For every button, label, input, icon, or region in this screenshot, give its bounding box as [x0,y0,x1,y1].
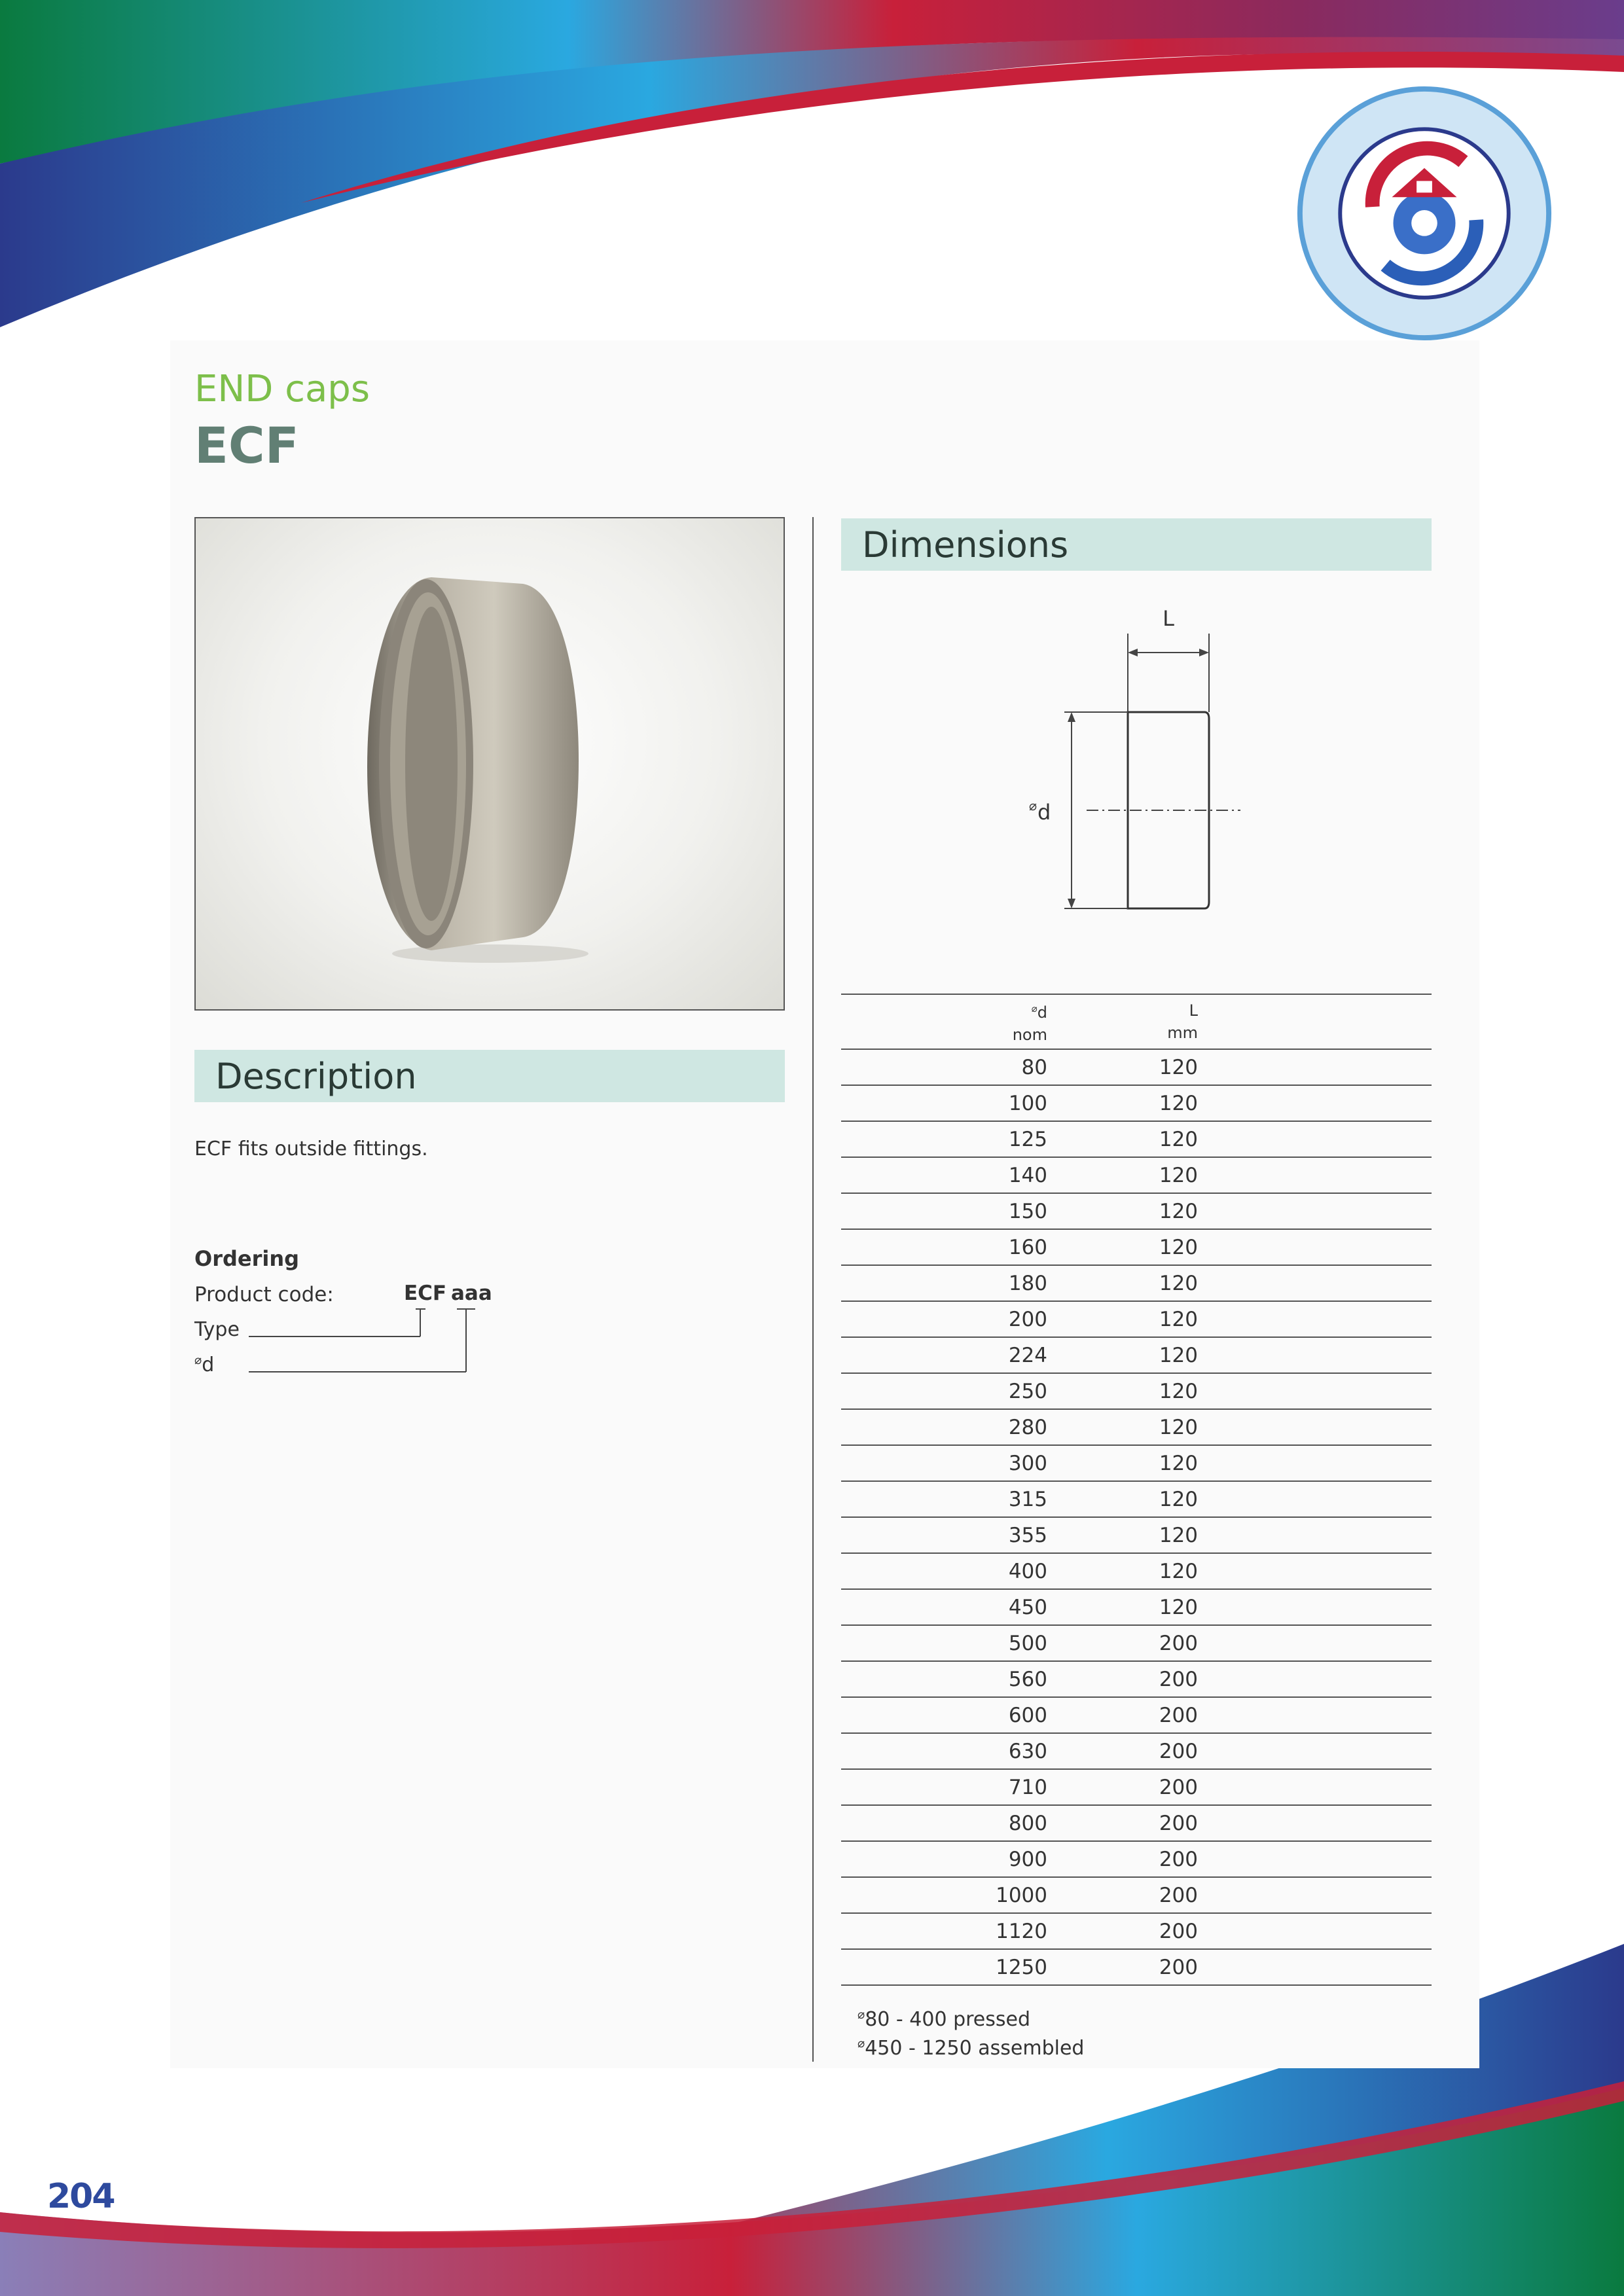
table-row [841,1517,1432,1553]
cell-empty [1210,1517,1432,1553]
diameter-label: ⌀d [194,1354,215,1376]
cell-diameter: 600 [841,1697,1047,1733]
cell-diameter: 250 [841,1373,1047,1409]
cell-diameter: 900 [841,1841,1047,1877]
table-row [841,1553,1432,1589]
cell-length: 200 [1047,1913,1210,1949]
length-label: L [1163,606,1174,631]
table-row [841,1769,1432,1805]
cell-empty [1210,1085,1432,1121]
cell-length: 120 [1047,1049,1210,1085]
cell-length: 120 [1047,1517,1210,1553]
cell-length: 120 [1047,1229,1210,1265]
cell-diameter: 160 [841,1229,1047,1265]
product-title: ECF [194,416,299,475]
table-row [841,1229,1432,1265]
col-d-unit: nom [1012,1026,1047,1044]
cell-empty [1210,1445,1432,1481]
table-row [841,1445,1432,1481]
cell-diameter: 560 [841,1661,1047,1697]
table-row [841,1409,1432,1445]
cell-diameter: 630 [841,1733,1047,1769]
cell-diameter: 100 [841,1085,1047,1121]
company-logo-seal [1295,84,1554,343]
col-l-unit: mm [1167,1024,1198,1042]
cell-diameter: 280 [841,1409,1047,1445]
cell-diameter: 355 [841,1517,1047,1553]
column-divider [812,517,814,2062]
table-row [841,1373,1432,1409]
cell-empty [1210,1409,1432,1445]
cell-empty [1210,1949,1432,1985]
note-pressed: ⌀80 - 400 pressed [857,2008,1031,2031]
product-code-label: Product code: [194,1283,334,1306]
cell-empty [1210,1877,1432,1913]
cell-length: 120 [1047,1481,1210,1517]
cell-length: 120 [1047,1121,1210,1157]
diameter-drawing-label: d [1038,800,1051,825]
cell-diameter: 224 [841,1337,1047,1373]
cell-length: 120 [1047,1265,1210,1301]
table-row [841,1481,1432,1517]
table-row [841,1589,1432,1625]
cell-diameter: 800 [841,1805,1047,1841]
table-row [841,1193,1432,1229]
cell-empty [1210,1913,1432,1949]
cell-length: 200 [1047,1769,1210,1805]
cell-length: 200 [1047,1805,1210,1841]
col-empty-header [1210,994,1432,1049]
col-d-label: d [1037,1003,1047,1022]
table-row [841,1157,1432,1193]
description-heading: Description [194,1050,785,1102]
table-row [841,1265,1432,1301]
note-pressed-text: 80 - 400 pressed [865,2008,1031,2031]
table-row [841,1733,1432,1769]
cell-diameter: 180 [841,1265,1047,1301]
cell-diameter: 400 [841,1553,1047,1589]
table-row [841,1697,1432,1733]
ordering-leader-lines [249,1302,484,1374]
cell-diameter: 450 [841,1589,1047,1625]
cell-empty [1210,1373,1432,1409]
cell-empty [1210,1697,1432,1733]
cell-empty [1210,1553,1432,1589]
cell-diameter: 200 [841,1301,1047,1337]
cell-diameter: 125 [841,1121,1047,1157]
cell-length: 120 [1047,1193,1210,1229]
product-photo [194,517,785,1011]
cell-length: 200 [1047,1733,1210,1769]
product-category: END caps [194,368,370,410]
cell-length: 120 [1047,1337,1210,1373]
table-row [841,1121,1432,1157]
table-row [841,1625,1432,1661]
cell-length: 120 [1047,1409,1210,1445]
cell-length: 120 [1047,1157,1210,1193]
ordering-heading: Ordering [194,1246,300,1271]
note-assembled-text: 450 - 1250 assembled [865,2037,1085,2060]
dimension-drawing [1021,602,1257,916]
cell-empty [1210,1193,1432,1229]
cell-length: 120 [1047,1301,1210,1337]
table-row [841,1049,1432,1085]
cell-empty [1210,1805,1432,1841]
table-header-row [841,994,1432,1049]
table-row [841,1085,1432,1121]
cell-diameter: 140 [841,1157,1047,1193]
product-code-variable: aaa [451,1282,492,1305]
cell-length: 200 [1047,1877,1210,1913]
cell-diameter: 300 [841,1445,1047,1481]
cell-empty [1210,1589,1432,1625]
cell-empty [1210,1841,1432,1877]
table-row [841,1913,1432,1949]
dimensions-heading: Dimensions [841,518,1432,571]
table-row [841,1877,1432,1913]
cell-empty [1210,1157,1432,1193]
diameter-label-text: d [202,1354,215,1376]
cell-length: 120 [1047,1589,1210,1625]
description-text: ECF fits outside fittings. [194,1138,428,1160]
cell-diameter: 1120 [841,1913,1047,1949]
table-row [841,1337,1432,1373]
cell-diameter: 150 [841,1193,1047,1229]
cell-length: 200 [1047,1625,1210,1661]
cell-length: 120 [1047,1373,1210,1409]
col-d-header: ⌀d nom [841,994,1047,1049]
cell-empty [1210,1769,1432,1805]
dimensions-table [841,994,1432,1986]
cell-empty [1210,1121,1432,1157]
cell-empty [1210,1049,1432,1085]
col-l-header [1047,994,1210,1049]
cell-diameter: 1000 [841,1877,1047,1913]
cell-diameter: 315 [841,1481,1047,1517]
cell-length: 120 [1047,1085,1210,1121]
page-number: 204 [47,2177,115,2216]
cell-length: 200 [1047,1949,1210,1985]
svg-text:⌀: ⌀ [1029,798,1038,814]
cell-empty [1210,1481,1432,1517]
cell-diameter: 710 [841,1769,1047,1805]
cell-length: 200 [1047,1697,1210,1733]
table-row [841,1661,1432,1697]
type-label: Type [194,1318,240,1341]
cell-empty [1210,1337,1432,1373]
cell-length: 200 [1047,1661,1210,1697]
table-row [841,1841,1432,1877]
table-row [841,1949,1432,1985]
cell-empty [1210,1733,1432,1769]
cell-diameter: 500 [841,1625,1047,1661]
cell-length: 200 [1047,1841,1210,1877]
cell-empty [1210,1229,1432,1265]
table-row [841,1301,1432,1337]
cell-empty [1210,1301,1432,1337]
cell-length: 120 [1047,1445,1210,1481]
note-assembled: ⌀450 - 1250 assembled [857,2037,1085,2060]
col-l-label: L [1189,1001,1198,1020]
end-cap-image [196,518,784,1009]
cell-empty [1210,1265,1432,1301]
cell-diameter: 1250 [841,1949,1047,1985]
cell-length: 120 [1047,1553,1210,1589]
cell-diameter: 80 [841,1049,1047,1085]
table-row [841,1805,1432,1841]
cell-empty [1210,1661,1432,1697]
cell-empty [1210,1625,1432,1661]
product-code-fixed: ECF [404,1282,447,1305]
